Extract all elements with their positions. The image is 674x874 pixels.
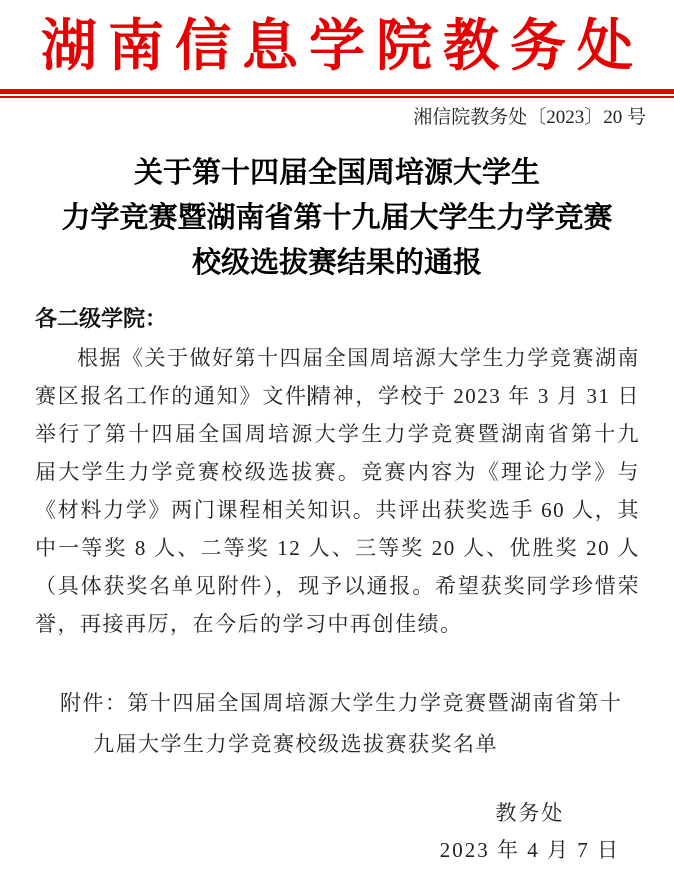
signature-date: 2023 年 4 月 7 日 [439, 837, 620, 862]
body-text-after-caret: 精神，学校于 2023 年 3 月 31 日举行了第十四届全国周培源大学生力学竞赛暨湖南省第十九届大学生力学竞赛校级选拔赛。竞赛内容为《理论力学》与《材料力学》两门课程相关知识。共评出获奖选手 60 人，其中一等奖 8 人、二等奖 12 人、三等奖 20 人、优胜奖 20 人（具体获奖名单见附件），现予以通报。希望获奖同学珍惜荣誉，再接再厉，在今后的学习中再创佳绩。 [35, 383, 641, 636]
body-paragraph [35, 339, 640, 643]
document-title [0, 151, 674, 286]
document-title-line-3: 校级选拔赛结果的通报 [191, 246, 482, 279]
signature-block [440, 795, 620, 869]
letterhead-title: 湖南信息学院教务处 [41, 14, 644, 77]
signature-org: 教务处 [495, 800, 565, 825]
red-divider-thin-line [0, 96, 674, 98]
body-text-before-caret: 根据《关于做好第十四届全国周培源大学生力学竞赛湖南赛区报名工作的通知》文件 [35, 345, 640, 408]
attachment-line-2: 九届大学生力学竞赛校级选拔赛获奖名单 [93, 731, 498, 756]
document-number: 湘信院教务处〔2023〕20 号 [413, 106, 646, 128]
attachment-line-1: 附件：第十四届全国周培源大学生力学竞赛暨湖南省第十 [60, 690, 623, 715]
attachment-note [0, 683, 674, 765]
red-divider [0, 89, 674, 98]
document-title-line-2: 力学竞赛暨湖南省第十九届大学生力学竞赛 [61, 201, 613, 234]
document-title-line-1: 关于第十四届全国周培源大学生 [133, 156, 540, 189]
salutation: 各二级学院： [35, 305, 168, 331]
